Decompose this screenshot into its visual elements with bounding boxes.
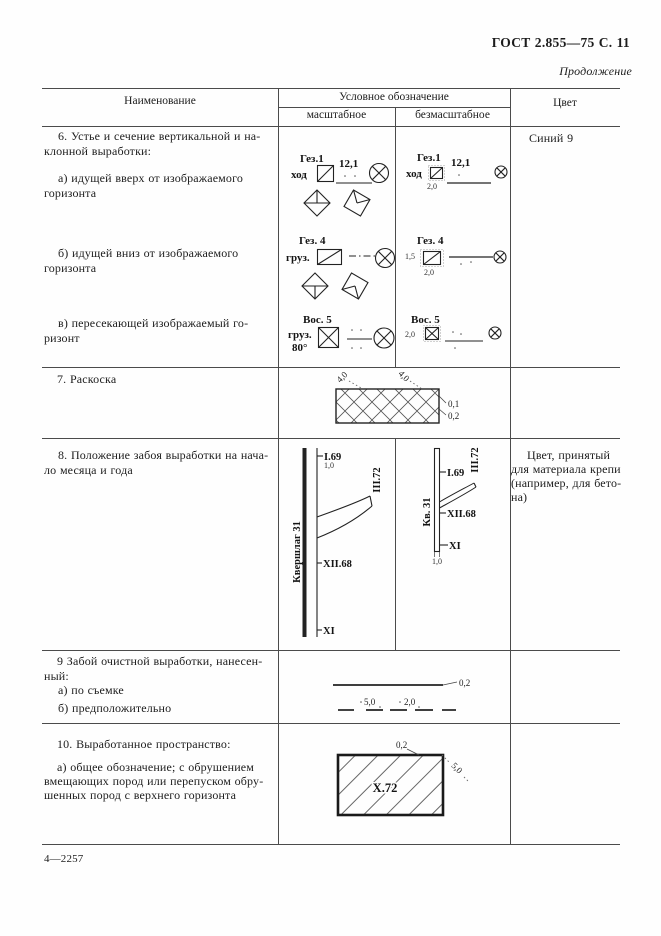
- date-mid-label: XII.68: [323, 559, 352, 570]
- branch-end-tick: [370, 496, 372, 506]
- dim-gap-label: 2,0: [404, 697, 416, 707]
- dim-dot: [458, 174, 460, 176]
- dim-top-right: 4,0: [396, 368, 412, 384]
- dim-hatch-leader-2: [464, 777, 469, 782]
- crossed-circle-icon: [489, 327, 501, 339]
- symbol-face-position-unscaled: [415, 444, 510, 569]
- row6-title-line2: клонной выработки:: [44, 144, 152, 158]
- symbol-face-lines: [300, 652, 485, 724]
- col-header-name: Наименование: [124, 95, 196, 107]
- date-branch-label: III.72: [372, 467, 383, 493]
- dim-leader-2: [439, 409, 446, 415]
- dim-leader-left: [349, 381, 363, 389]
- row8-color-line2: для материала крепи: [511, 462, 621, 476]
- rect-diagonal-icon: [424, 252, 441, 265]
- shaft-type-label: ход: [406, 168, 422, 180]
- symbol-shaft-up-scaled: [288, 146, 400, 224]
- table-bottom-border: [42, 844, 620, 845]
- footer-mark: 4—2257: [44, 853, 84, 865]
- date-mid-label: XII.68: [447, 509, 476, 520]
- dim-leader: [443, 682, 457, 685]
- width-dim-label: 1,0: [432, 557, 442, 566]
- row6-title-line1: 6. Устье и сечение вертикальной и на-: [58, 129, 261, 143]
- row9-item-a: а) по съемке: [58, 683, 124, 697]
- row9-title-line2: ный:: [44, 669, 69, 683]
- continuation-label: Продолжение: [559, 64, 632, 78]
- row6-item-v-line1: в) пересекающей изображаемый го-: [58, 316, 249, 330]
- crossed-circle-icon: [494, 251, 506, 263]
- row8-9-divider: [42, 650, 620, 651]
- row8-color-line4: на): [511, 490, 528, 504]
- row6-item-a-line1: а) идущей вверх от изображаемого: [58, 171, 243, 185]
- branch-end-tick: [474, 483, 476, 487]
- row6-item-b-line2: горизонта: [44, 261, 97, 275]
- designation-header-divider: [278, 107, 510, 108]
- rect-diagonal-icon: [318, 250, 342, 265]
- date-bottom-label: XI: [449, 541, 461, 552]
- drift-wall-left: [303, 448, 307, 637]
- row6-item-a-line2: горизонта: [44, 186, 97, 200]
- dim-dot: [460, 333, 462, 335]
- header-bottom-border: [42, 126, 620, 127]
- symbol-mined-out-space: [318, 736, 490, 831]
- date-top-label: I.69: [447, 468, 465, 479]
- row9-title-line1: 9 Забой очистной выработки, нанесен-: [57, 654, 263, 668]
- dim-dot: [351, 347, 353, 349]
- col-header-unscaled: безмасштабное: [415, 109, 490, 121]
- square-diagonal-icon: [318, 166, 334, 182]
- col-header-color: Цвет: [553, 97, 577, 109]
- width-dim-label: 1,0: [324, 461, 334, 470]
- shaft-name-label: Гез. 4: [299, 235, 326, 247]
- row6-color-value: Синий 9: [529, 131, 574, 145]
- crossed-circle-icon: [495, 166, 507, 178]
- dim-dot: [354, 175, 356, 177]
- col1-divider: [278, 88, 279, 844]
- dim-line2: 0,2: [448, 411, 460, 421]
- dim-dot: [360, 347, 362, 349]
- symbol-face-position-scaled: [288, 444, 400, 644]
- row6-item-v-line2: ризонт: [44, 331, 80, 345]
- dim-top-left: 4,0: [334, 369, 350, 385]
- dim-dot: [360, 329, 362, 331]
- shaft-name-label: Гез.1: [300, 153, 324, 165]
- height-dim-label: 1,5: [405, 252, 415, 261]
- symbol-shaft-down-scaled: [286, 228, 400, 306]
- row9-item-b: б) предположительно: [58, 701, 172, 715]
- drift-name-label: Кв. 31: [422, 497, 433, 527]
- dim-dot: [360, 701, 362, 703]
- dim-thickness-label: 0,2: [459, 678, 471, 688]
- dimension-label: 12,1: [339, 158, 359, 170]
- symbol-shaft-cross-unscaled: [405, 308, 510, 356]
- symbol-shaft-cross-scaled: [288, 308, 400, 360]
- dim-dot: [460, 263, 462, 265]
- dim-leader-1: [439, 396, 446, 403]
- crossed-square-icon: [319, 328, 339, 348]
- row6-item-b-line1: б) идущей вниз от изображаемого: [58, 246, 239, 260]
- row7-title: 7. Раскоска: [57, 372, 117, 386]
- width-dim-label: 2,0: [424, 268, 434, 277]
- dim-dot: [379, 706, 381, 708]
- crossed-square-icon: [426, 328, 439, 340]
- row10-item-a-line2: вмещающих пород или перепуском обру-: [44, 774, 264, 788]
- crossed-circle-icon: [376, 249, 395, 268]
- crossed-circle-icon: [374, 328, 394, 348]
- table-top-border: [42, 88, 620, 89]
- row10-title: 10. Выработанное пространство:: [57, 737, 231, 751]
- symbol-shaft-up-unscaled: [405, 146, 510, 202]
- dim-dot: [454, 347, 456, 349]
- dim-line1: 0,1: [448, 399, 460, 409]
- col-header-designation: Условное обозначение: [339, 91, 449, 103]
- symbol-raskoska: [318, 366, 488, 440]
- row10-item-a-line3: шенных пород с верхнего горизонта: [44, 788, 237, 802]
- diamond-section-up-icon: [304, 190, 330, 216]
- row8-title-line1: 8. Положение забоя выработки на нача-: [58, 448, 269, 462]
- width-dim-label: 2,0: [427, 182, 437, 191]
- tilted-section-down-icon: [342, 273, 368, 299]
- shaft-name-label: Вос. 5: [411, 314, 440, 326]
- date-branch-label: III.72: [470, 447, 481, 473]
- crosshatched-rect: [336, 389, 439, 423]
- dim-dot: [399, 701, 401, 703]
- date-top-label: I.69: [324, 452, 342, 463]
- tilted-section-up-icon: [344, 190, 370, 216]
- dim-dot: [351, 329, 353, 331]
- row8-color-line3: (например, для бето-: [511, 476, 622, 490]
- diamond-section-down-icon: [302, 273, 328, 299]
- doc-reference: ГОСТ 2.855—75 С. 11: [491, 35, 630, 50]
- dim-hatch-label: 5,0: [449, 760, 465, 776]
- date-label: Х.72: [372, 781, 398, 795]
- branch-lower: [440, 487, 477, 508]
- shaft-name-label: Вос. 5: [303, 314, 332, 326]
- dim-dash-label: 5,0: [364, 697, 376, 707]
- dim-border-label: 0,2: [396, 740, 408, 750]
- shaft-type-label: ход: [291, 169, 307, 181]
- branch-lower: [317, 506, 372, 538]
- angle-label: 80°: [292, 342, 308, 354]
- dim-dot: [418, 706, 420, 708]
- branch-upper: [440, 483, 475, 502]
- row8-title-line2: ло месяца и года: [44, 463, 133, 477]
- shaft-type-label: груз.: [288, 329, 312, 341]
- shaft-name-label: Гез.1: [417, 152, 441, 164]
- row8-color-line1: Цвет, принятый: [527, 448, 611, 462]
- dim-dot: [344, 175, 346, 177]
- dim-dot: [470, 261, 472, 263]
- crossed-circle-icon: [370, 164, 389, 183]
- date-bottom-label: XI: [323, 626, 335, 637]
- drift-line: [435, 449, 440, 552]
- symbol-shaft-down-unscaled: [405, 228, 510, 284]
- col-header-scaled: масштабное: [306, 109, 367, 121]
- shaft-type-label: груз.: [286, 252, 310, 264]
- dim-dot: [452, 331, 454, 333]
- dim-leader-right: [410, 381, 422, 389]
- width-dim-label: 2,0: [405, 330, 415, 339]
- square-diagonal-icon: [431, 168, 443, 179]
- dimension-label: 12,1: [451, 157, 471, 169]
- shaft-name-label: Гез. 4: [417, 235, 444, 247]
- row10-item-a-line1: а) общее обозначение; с обрушением: [57, 760, 255, 774]
- drift-name-label: Квершлаг 31: [292, 521, 303, 583]
